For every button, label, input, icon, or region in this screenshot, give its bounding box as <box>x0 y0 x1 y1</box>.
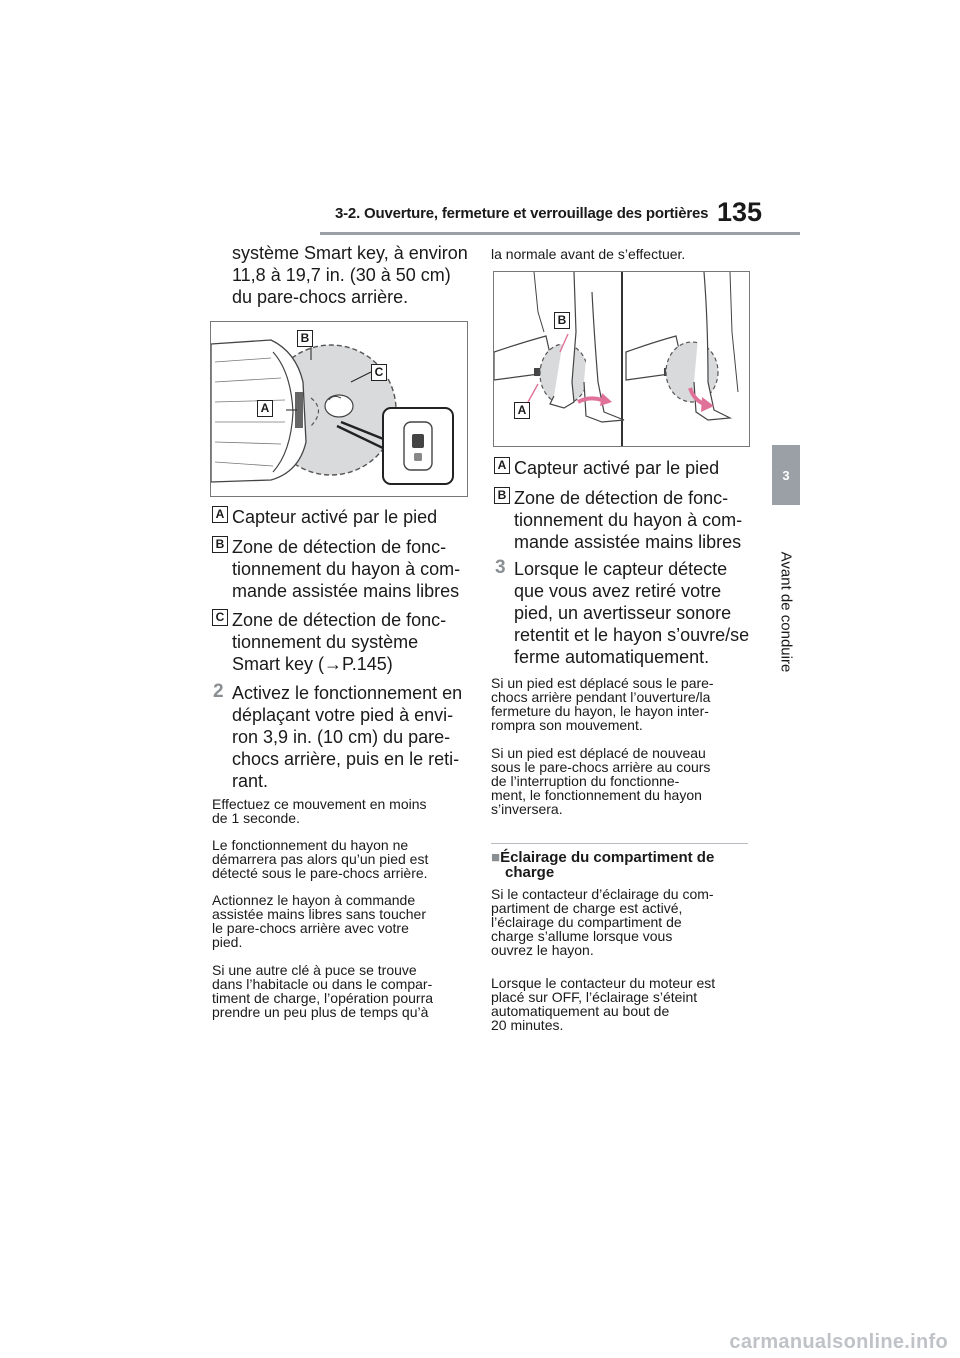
step-line: ferme automatiquement. <box>514 647 710 667</box>
section-divider <box>491 843 748 844</box>
section-title-line: Éclairage du compartiment de <box>500 849 715 866</box>
legend-a-text <box>232 506 437 528</box>
note-line: sous le pare-chocs arrière au cours <box>491 759 711 775</box>
note-line: chocs arrière pendant l’ouverture/la <box>491 689 711 705</box>
legend-line: tionnement du hayon à com- <box>514 510 743 530</box>
foot-shape <box>325 395 353 417</box>
intro-line: du pare-chocs arrière. <box>232 287 409 307</box>
intro-text <box>232 242 468 308</box>
continued-line: la normale avant de s’effectuer. <box>491 246 686 262</box>
page-number: 135 <box>717 197 763 227</box>
step-line: pied, un avertisseur sonore <box>514 603 732 623</box>
note-line: Effectuez ce mouvement en moins <box>212 796 427 812</box>
intro-line: 11,8 à 19,7 in. (30 à 50 cm) <box>232 265 451 285</box>
note-line: Si un pied est déplacé de nouveau <box>491 745 706 761</box>
legend-line: Zone de détection de fonc- <box>514 488 729 508</box>
note-line: rompra son mouvement. <box>491 717 643 733</box>
figure-foot-gesture <box>493 271 750 447</box>
step-line: Activez le fonctionnement en <box>232 683 463 703</box>
chapter-title-vertical <box>772 522 800 702</box>
paragraph-line: automatiquement au bout de <box>491 1003 670 1019</box>
legend-line: Zone de détection de fonc- <box>232 610 447 630</box>
legend2-b-box: B <box>494 487 510 504</box>
legend2-b-text <box>514 487 742 553</box>
legend-line: Capteur activé par le pied <box>514 458 720 478</box>
legend-line: mande assistée mains libres <box>514 532 742 552</box>
figure2-label-a: A <box>514 402 530 419</box>
step-line: Lorsque le capteur détecte <box>514 559 728 579</box>
figure1-label-a: A <box>257 400 273 417</box>
legend-c-text <box>232 609 446 675</box>
note-line: Si une autre clé à puce se trouve <box>212 962 417 978</box>
note-line: de 1 seconde. <box>212 810 300 826</box>
section-heading <box>491 850 714 880</box>
note-line: ment, le fonctionnement du hayon <box>491 787 702 803</box>
step-line: ron 3,9 in. (10 cm) du pare- <box>232 727 451 747</box>
note-line: assistée mains libres sans toucher <box>212 906 426 922</box>
car-rear-illustration <box>211 322 467 496</box>
intro-line: système Smart key, à environ <box>232 243 468 263</box>
foot-gesture-illustration <box>494 272 749 446</box>
note-line: Actionnez le hayon à commande <box>212 892 416 908</box>
figure2-label-b: B <box>554 312 570 329</box>
legend-b-text <box>232 536 460 602</box>
note-line: fermeture du hayon, le hayon inter- <box>491 703 709 719</box>
figure-car-detection-zones <box>210 321 468 497</box>
legend-line: tionnement du système <box>232 632 419 652</box>
paragraph-line: l’éclairage du compartiment de <box>491 914 682 930</box>
note-line: prendre un peu plus de temps qu’à <box>212 1004 429 1020</box>
note-line: pied. <box>212 934 243 950</box>
step-line: retentit et le hayon s’ouvre/se <box>514 625 750 645</box>
figure1-label-c: C <box>371 364 387 381</box>
section-paragraph-2 <box>491 976 715 1032</box>
legend-b-box: B <box>212 536 228 553</box>
section-title: 3-2. Ouverture, fermeture et verrouillage des portières <box>335 205 709 222</box>
note-line: détecté sous le pare-chocs arrière. <box>212 865 428 881</box>
legend-c-box: C <box>212 609 228 626</box>
chapter-title: Avant de conduire <box>777 551 795 673</box>
legend2-a-text <box>514 457 719 479</box>
paragraph-line: Si le contacteur d’éclairage du com- <box>491 886 714 902</box>
paragraph-line: Lorsque le contacteur du moteur est <box>491 975 716 991</box>
note-line: le pare-chocs arrière avec votre <box>212 920 409 936</box>
header-rule <box>320 232 800 235</box>
note-line: timent de charge, l’opération pourra <box>212 990 434 1006</box>
step-2-text <box>232 682 462 792</box>
note-1 <box>212 797 427 825</box>
note-line: s’inversera. <box>491 801 563 817</box>
note-6 <box>491 746 710 816</box>
figure1-label-b: B <box>297 330 313 347</box>
paragraph-line: partiment de charge est activé, <box>491 900 683 916</box>
chapter-tab[interactable] <box>772 445 800 505</box>
step-3-number: 3 <box>495 557 506 578</box>
step-line: que vous avez retiré votre <box>514 581 722 601</box>
note-line: dans l’habitacle ou dans le compar- <box>212 976 433 992</box>
paragraph-line: placé sur OFF, l’éclairage s’éteint <box>491 989 698 1005</box>
legend-line[interactable]: Smart key (→P.145) <box>232 654 393 674</box>
step-line: déplaçant votre pied à envi- <box>232 705 454 725</box>
legend2-a-box: A <box>494 457 510 474</box>
section-paragraph-1 <box>491 887 714 957</box>
section-title-line: charge <box>505 864 555 881</box>
note-2 <box>212 838 428 880</box>
section-marker: ■ <box>491 849 501 866</box>
note-5 <box>491 676 714 732</box>
note-4 <box>212 963 433 1019</box>
paragraph-line: 20 minutes. <box>491 1017 564 1033</box>
note-line: de l’interruption du fonctionne- <box>491 773 680 789</box>
step-line: chocs arrière, puis en le reti- <box>232 749 460 769</box>
note-line: démarrera pas alors qu’un pied est <box>212 851 429 867</box>
legend-a-box: A <box>212 506 228 523</box>
note-3 <box>212 893 426 949</box>
legend-line: tionnement du hayon à com- <box>232 559 461 579</box>
paragraph-line: charge s’allume lorsque vous <box>491 928 673 944</box>
step-2-number: 2 <box>213 681 224 702</box>
paragraph-line: ouvrez le hayon. <box>491 942 594 958</box>
note-line: Si un pied est déplacé sous le pare- <box>491 675 714 691</box>
legend-line: Zone de détection de fonc- <box>232 537 447 557</box>
legend-line: Capteur activé par le pied <box>232 507 438 527</box>
note-line: Le fonctionnement du hayon ne <box>212 837 409 853</box>
chapter-number: 3 <box>782 467 790 483</box>
legend-line: mande assistée mains libres <box>232 581 460 601</box>
watermark-link[interactable]: carmanualsonline.info <box>729 1331 948 1353</box>
step-line: rant. <box>232 771 269 791</box>
step-3-text <box>514 558 749 668</box>
